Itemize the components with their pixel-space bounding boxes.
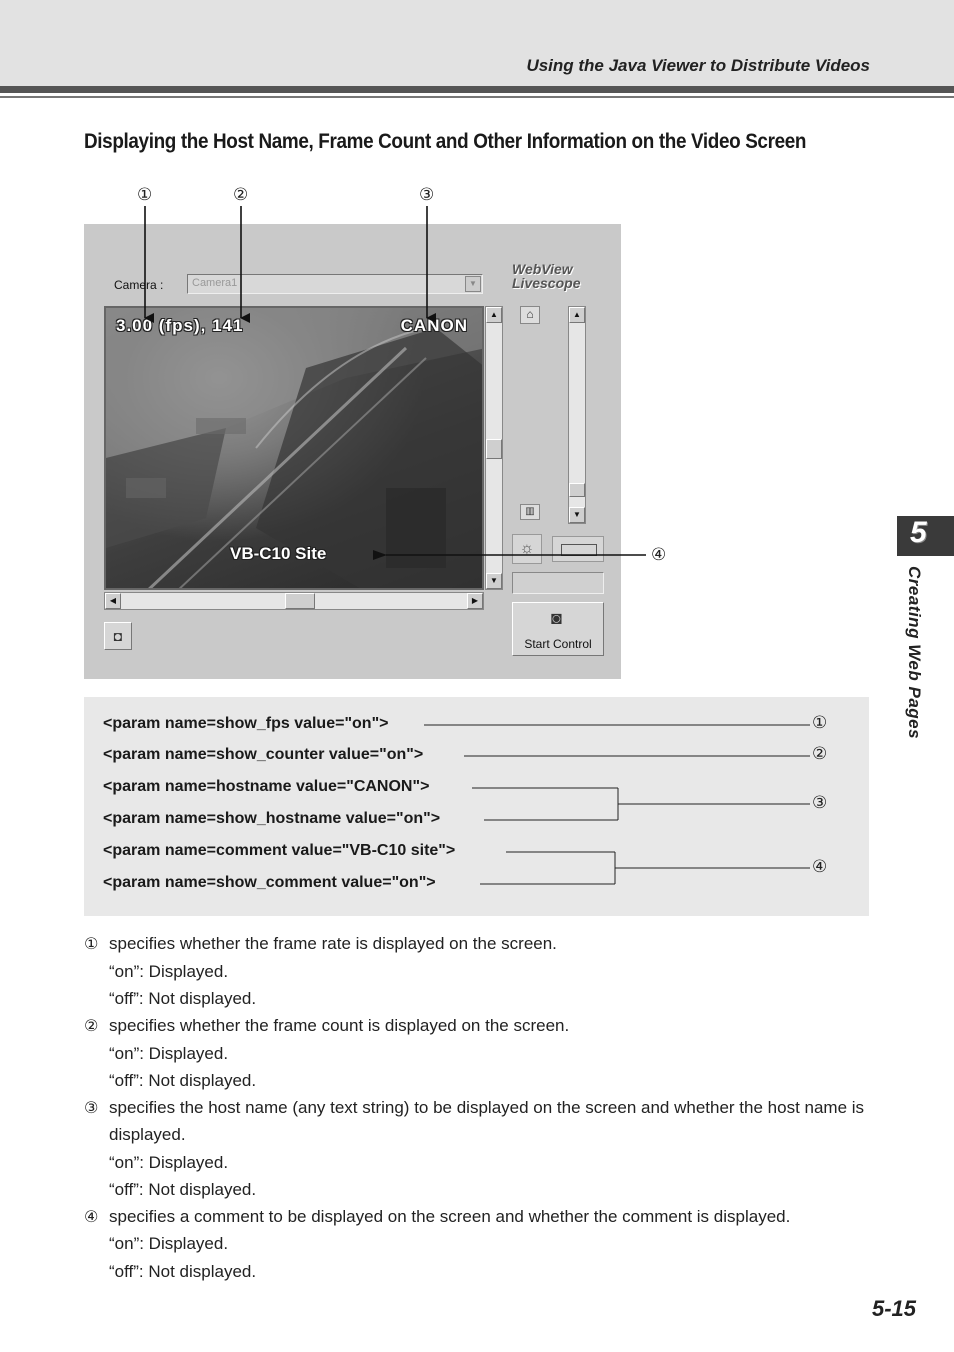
item-1-on: “on”: Displayed. bbox=[109, 962, 229, 981]
item-4-off: “off”: Not displayed. bbox=[109, 1262, 257, 1281]
chevron-down-icon[interactable]: ▼ bbox=[465, 276, 481, 292]
code-line-show-comment: <param name=show_comment value="on"> bbox=[103, 874, 440, 892]
scroll-up-icon[interactable]: ▲ bbox=[486, 307, 502, 323]
zoom-in-icon[interactable]: ⌂ bbox=[520, 306, 540, 324]
scroll-down-icon[interactable]: ▼ bbox=[486, 573, 502, 589]
item-number: ④ bbox=[84, 1207, 99, 1226]
start-control-label: Start Control bbox=[524, 637, 592, 651]
camera-select-value: Camera1 bbox=[192, 277, 238, 289]
video-vertical-scrollbar[interactable] bbox=[485, 306, 503, 590]
camera-select[interactable] bbox=[187, 274, 483, 294]
code-line-show-fps: <param name=show_fps value="on"> bbox=[103, 715, 393, 733]
camera-label: Camera : bbox=[114, 278, 164, 292]
item-text: specifies whether the frame rate is displayed on the screen. bbox=[109, 934, 557, 953]
item-text: specifies a comment to be displayed on the screen and whether the comment is displayed. bbox=[109, 1207, 791, 1226]
section-title: Displaying the Host Name, Frame Count and Other Information on the Video Screen bbox=[84, 130, 807, 153]
code-callout-1: ① bbox=[812, 713, 828, 733]
param-code-box bbox=[84, 697, 869, 916]
vertical-scroll-thumb[interactable] bbox=[486, 439, 502, 459]
scroll-left-icon[interactable]: ◀ bbox=[105, 593, 121, 609]
code-line-show-counter: <param name=show_counter value="on"> bbox=[103, 746, 427, 764]
item-4-on: “on”: Displayed. bbox=[109, 1234, 229, 1253]
scroll-right-icon[interactable]: ▶ bbox=[467, 593, 483, 609]
zoom-down-icon[interactable]: ▼ bbox=[569, 507, 585, 523]
code-line-hostname: <param name=hostname value="CANON"> bbox=[103, 778, 433, 796]
zoom-slider[interactable] bbox=[568, 306, 586, 524]
code-line-show-hostname: <param name=show_hostname value="on"> bbox=[103, 810, 444, 828]
item-3-on: “on”: Displayed. bbox=[109, 1153, 229, 1172]
pan-tilt-icon[interactable] bbox=[552, 536, 604, 562]
webview-livescope-logo: WebView Livescope bbox=[512, 261, 581, 291]
hostname-overlay: CANON bbox=[400, 316, 468, 335]
page-number: 5-15 bbox=[872, 1296, 917, 1321]
chapter-number: 5 bbox=[910, 516, 927, 549]
java-viewer-screenshot bbox=[84, 224, 621, 679]
header-rule bbox=[0, 86, 954, 93]
start-control-button[interactable] bbox=[512, 602, 604, 656]
comment-overlay: VB-C10 Site bbox=[230, 544, 327, 563]
horizontal-scroll-thumb[interactable] bbox=[285, 593, 315, 609]
item-text: specifies whether the frame count is displayed on the screen. bbox=[109, 1016, 570, 1035]
video-screen[interactable] bbox=[104, 306, 484, 590]
item-1-off: “off”: Not displayed. bbox=[109, 989, 257, 1008]
callout-2: ② bbox=[233, 185, 249, 205]
item-number: ② bbox=[84, 1016, 99, 1035]
running-head: Using the Java Viewer to Distribute Videos bbox=[526, 56, 870, 75]
code-line-comment: <param name=comment value="VB-C10 site"> bbox=[103, 842, 459, 860]
item-number: ① bbox=[84, 934, 99, 953]
code-callout-4: ④ bbox=[812, 857, 828, 877]
item-number: ③ bbox=[84, 1098, 99, 1117]
camera-control-icon: ◙ bbox=[551, 608, 562, 628]
callout-4: ④ bbox=[651, 545, 667, 565]
item-text: specifies the host name (any text string) to be displayed on the screen and whether the host name is displayed. bbox=[109, 1098, 865, 1145]
item-2-off: “off”: Not displayed. bbox=[109, 1071, 257, 1090]
zoom-slider-thumb[interactable] bbox=[569, 483, 585, 497]
zoom-out-icon[interactable]: ▥ bbox=[520, 504, 540, 520]
item-3-off: “off”: Not displayed. bbox=[109, 1180, 257, 1199]
code-callout-3: ③ bbox=[812, 793, 828, 813]
item-2-on: “on”: Displayed. bbox=[109, 1044, 229, 1063]
video-horizontal-scrollbar[interactable] bbox=[104, 592, 484, 610]
callout-3: ③ bbox=[419, 185, 435, 205]
camera-snapshot-icon[interactable]: ◘ bbox=[104, 622, 132, 650]
code-callout-2: ② bbox=[812, 744, 828, 764]
zoom-up-icon[interactable]: ▲ bbox=[569, 307, 585, 323]
header-rule-thin bbox=[0, 96, 954, 98]
fps-counter-overlay: 3.00 (fps), 141 bbox=[116, 316, 244, 335]
chapter-side-label: Creating Web Pages bbox=[905, 566, 924, 740]
callout-1: ① bbox=[137, 185, 153, 205]
brightness-icon[interactable]: ☼ bbox=[512, 534, 542, 564]
status-field bbox=[512, 572, 604, 594]
